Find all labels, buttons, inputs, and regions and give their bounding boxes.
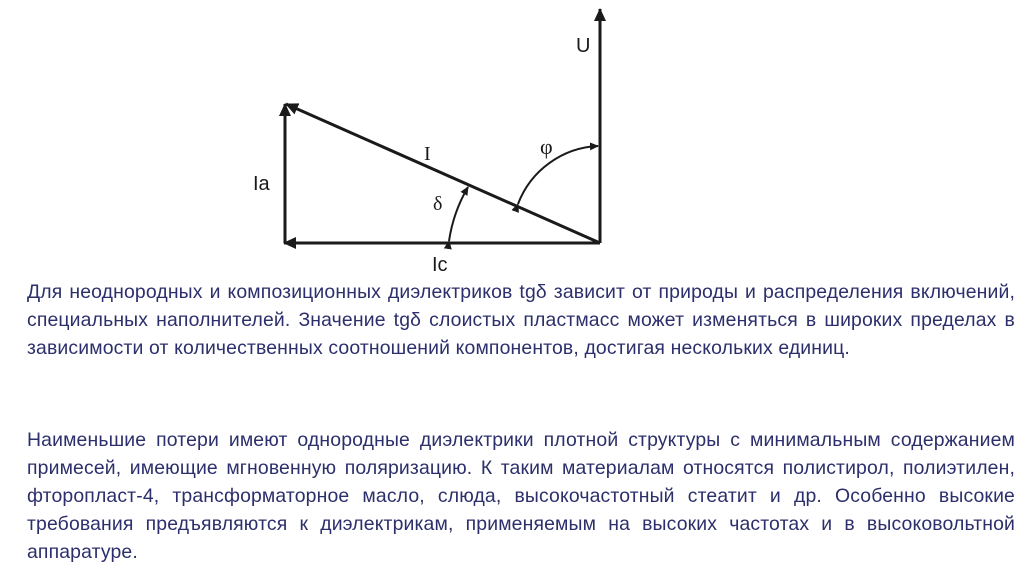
label-total-current: I — [424, 143, 431, 165]
label-active-current: Ia — [253, 173, 270, 195]
paragraph-low-loss-dielectrics: Наименьшие потери имеют однородные диэлектрики плотной структуры с минимальным содержанием примесей, имеющие мгновенную поляризацию. К таким материалам относятся полистирол, полиэтилен, фторопласт-4, трансформаторное масло, слюда, высокочастотный стеатит и др. Особенно высокие требования предъявляются к диэлектрикам, применяемым на высоких частотах и в высоковольтной аппаратуре. — [27, 429, 1015, 563]
label-voltage: U — [576, 35, 591, 57]
total-current-vector — [286, 104, 600, 243]
label-capacitive-current: Ic — [432, 254, 448, 276]
delta-angle-arc — [449, 187, 468, 241]
paragraph-dielectric-composite: Для неоднородных и композиционных диэлектриков tgδ зависит от природы и распределения включений, специальных наполнителей. Значение tgδ слоистых пластмасс может изменяться в широких пределах в зависимости от количественных соотношений компонентов, достигая нескольких единиц. — [27, 281, 1015, 359]
phasor-diagram — [0, 0, 1024, 280]
label-delta: δ — [433, 193, 443, 215]
phi-angle-arc — [518, 146, 598, 204]
label-phi: φ — [540, 134, 553, 159]
